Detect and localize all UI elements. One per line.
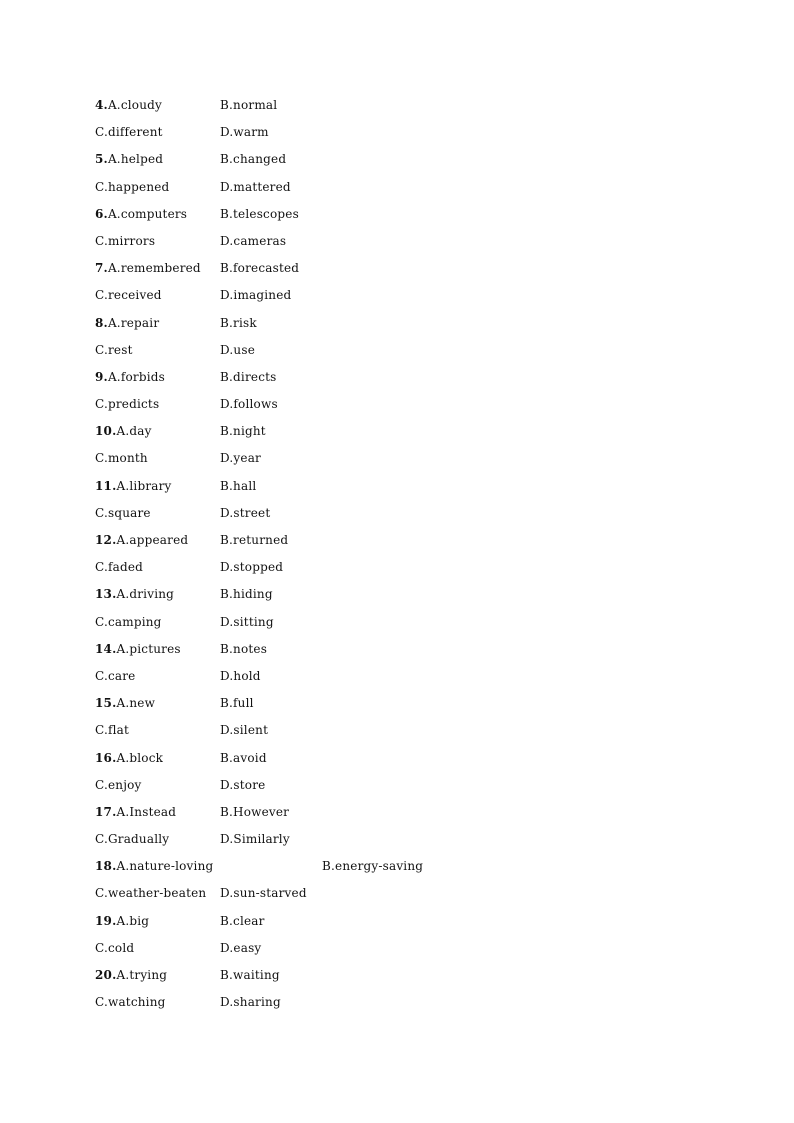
option-c: C.care [95, 668, 136, 683]
option-b: B.energy-saving [322, 859, 424, 874]
option-a: 10.A.day [95, 424, 152, 439]
option-d: D.follows [220, 397, 278, 412]
option-d: D.mattered [220, 179, 291, 194]
question-number: 8. [95, 315, 108, 330]
option-a: 15.A.new [95, 696, 156, 711]
question-number: 13. [95, 587, 117, 602]
option-a: 17.A.Instead [95, 804, 177, 819]
option-a: 20.A.trying [95, 968, 168, 982]
option-b: B.directs [220, 369, 277, 384]
option-a: 16.A.block [95, 750, 164, 765]
option-d: D.year [220, 451, 261, 466]
option-c: C.happened [95, 179, 170, 194]
option-b: B.clear [220, 913, 265, 928]
option-d: D.cameras [220, 233, 287, 248]
option-d: D.warm [220, 125, 269, 140]
option-d: D.hold [220, 668, 261, 683]
option-d: D.sharing [220, 995, 281, 1010]
option-c: C.different [95, 125, 163, 140]
option-d: D.sitting [220, 614, 274, 629]
option-a: 5.A.helped [95, 152, 164, 167]
option-c: C.weather-beaten [95, 886, 207, 901]
option-c: C.month [95, 451, 148, 466]
option-c: C.rest [95, 342, 133, 357]
option-b: B.telescopes [220, 206, 299, 221]
option-c: C.cold [95, 940, 135, 955]
option-a: 13.A.driving [95, 587, 175, 602]
option-d: D.use [220, 342, 255, 357]
option-a: 7.A.remembered [95, 261, 201, 276]
option-c: C.flat [95, 723, 130, 738]
option-a: 12.A.appeared [95, 533, 189, 547]
question-number: 15. [95, 696, 117, 711]
question-number: 12. [95, 533, 117, 547]
option-a: 6.A.computers [95, 206, 188, 221]
option-b: B.night [220, 424, 266, 439]
option-b: B.normal [220, 98, 278, 112]
option-c: C.received [95, 288, 162, 303]
option-b: B.full [220, 696, 254, 711]
option-a: 14.A.pictures [95, 641, 181, 656]
question-number: 14. [95, 641, 117, 656]
option-c: C.square [95, 505, 151, 520]
option-b: B.risk [220, 315, 257, 330]
question-number: 7. [95, 261, 108, 276]
option-a: 11.A.library [95, 478, 172, 493]
option-d: D.easy [220, 940, 262, 955]
option-c: C.watching [95, 995, 166, 1010]
option-b: B.waiting [220, 968, 280, 982]
option-d: D.silent [220, 723, 269, 738]
option-a: 19.A.big [95, 913, 150, 928]
question-number: 11. [95, 478, 117, 493]
option-b: B.changed [220, 152, 287, 167]
option-a: 4.A.cloudy [95, 98, 162, 112]
question-number: 10. [95, 424, 117, 439]
option-b: B.returned [220, 533, 289, 547]
option-b: B.notes [220, 641, 268, 656]
option-c: C.enjoy [95, 777, 142, 792]
option-c: C.predicts [95, 397, 160, 412]
option-c: C.faded [95, 560, 144, 575]
option-d: D.imagined [220, 288, 292, 303]
option-b: B.forecasted [220, 261, 300, 276]
option-d: D.sun-starved [220, 886, 307, 901]
question-number: 9. [95, 369, 108, 384]
option-c: C.mirrors [95, 233, 156, 248]
option-c: C.camping [95, 614, 162, 629]
question-number: 18. [95, 859, 117, 874]
option-b: B.hall [220, 478, 257, 493]
option-d: D.street [220, 505, 271, 520]
question-number: 17. [95, 804, 117, 819]
question-number: 16. [95, 750, 117, 765]
question-number: 6. [95, 206, 108, 221]
option-a: 9.A.forbids [95, 369, 165, 384]
option-b: B.hiding [220, 587, 273, 602]
option-a: 8.A.repair [95, 315, 160, 330]
option-d: D.store [220, 777, 266, 792]
option-d: D.stopped [220, 560, 284, 575]
question-number: 19. [95, 913, 117, 928]
option-b: B.avoid [220, 750, 267, 765]
option-d: D.Similarly [220, 832, 290, 847]
option-c: C.Gradually [95, 832, 170, 847]
question-number: 5. [95, 152, 108, 167]
question-number: 20. [95, 968, 117, 982]
question-number: 4. [95, 98, 108, 112]
option-b: B.However [220, 804, 290, 819]
option-a: 18.A.nature-loving [95, 859, 214, 874]
